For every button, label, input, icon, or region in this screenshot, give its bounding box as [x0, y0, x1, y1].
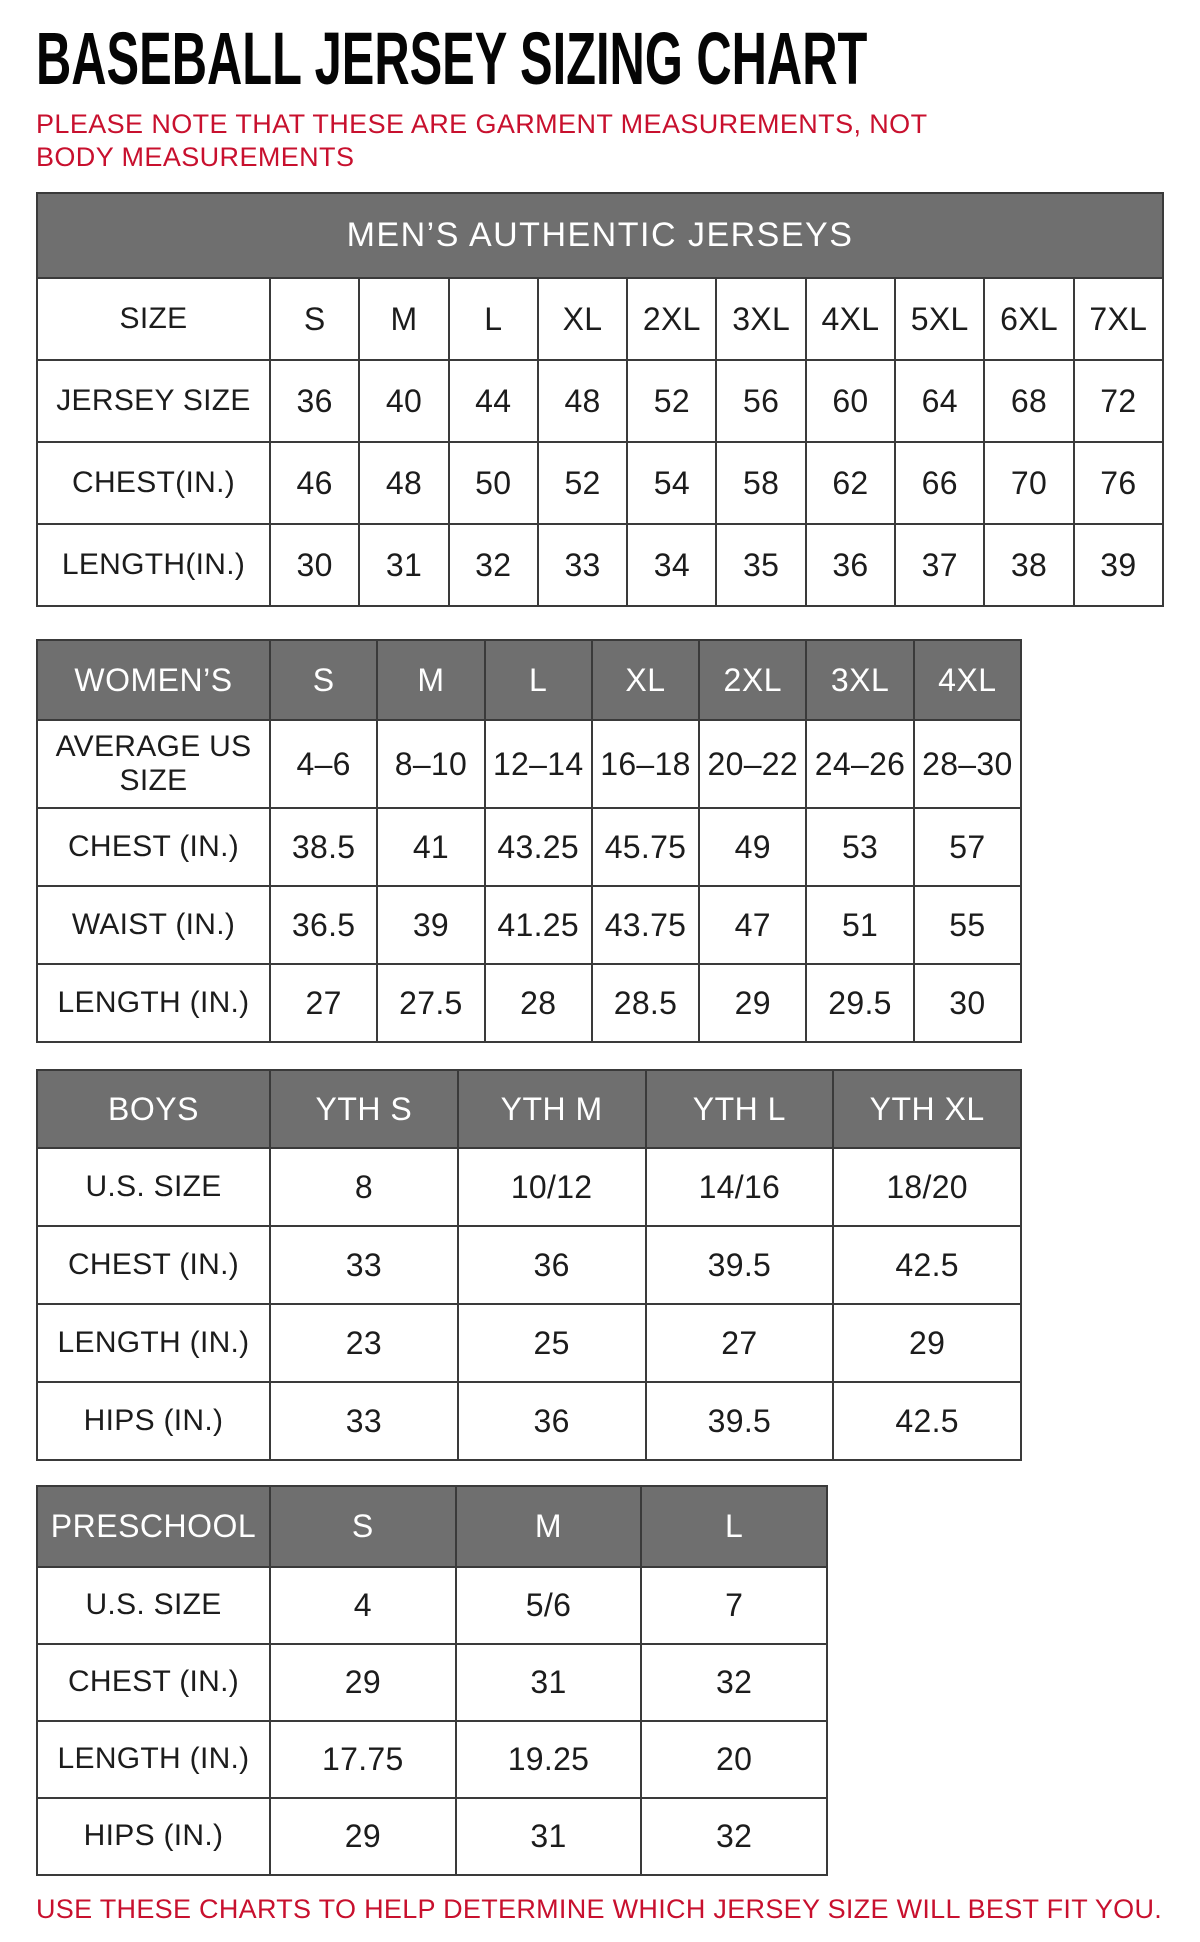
mens-value-cell: 36	[806, 524, 895, 606]
boys-value-cell: 18/20	[833, 1148, 1021, 1226]
mens-value-cell: 72	[1074, 360, 1163, 442]
garment-measurements-note: PLEASE NOTE THAT THESE ARE GARMENT MEASUREMENTS, NOT BODY MEASUREMENTS	[36, 109, 927, 173]
mens-row-label: JERSEY SIZE	[37, 360, 270, 442]
boys-row-label: CHEST (IN.)	[37, 1226, 270, 1304]
boys-header-cell: YTH L	[646, 1070, 834, 1148]
womens-value-cell: 24–26	[806, 720, 913, 808]
womens-value-cell: 51	[806, 886, 913, 964]
mens-value-cell: L	[449, 278, 538, 360]
preschool-table-row	[37, 1644, 827, 1721]
womens-value-cell: 16–18	[592, 720, 699, 808]
boys-value-cell: 14/16	[646, 1148, 834, 1226]
boys-value-cell: 23	[270, 1304, 458, 1382]
womens-value-cell: 38.5	[270, 808, 377, 886]
womens-value-cell: 28.5	[592, 964, 699, 1042]
womens-value-cell: 41	[377, 808, 484, 886]
boys-value-cell: 42.5	[833, 1382, 1021, 1460]
boys-row-label: U.S. SIZE	[37, 1148, 270, 1226]
womens-value-cell: 12–14	[485, 720, 592, 808]
fit-advice-note: USE THESE CHARTS TO HELP DETERMINE WHICH JERSEY SIZE WILL BEST FIT YOU.	[36, 1894, 1163, 1925]
preschool-row-label: CHEST (IN.)	[37, 1644, 270, 1721]
mens-value-cell: 31	[359, 524, 448, 606]
womens-table-row	[37, 808, 1021, 886]
boys-value-cell: 8	[270, 1148, 458, 1226]
mens-value-cell: M	[359, 278, 448, 360]
mens-value-cell: 3XL	[716, 278, 805, 360]
preschool-value-cell: 4	[270, 1567, 456, 1644]
preschool-value-cell: 19.25	[456, 1721, 642, 1798]
boys-value-cell: 29	[833, 1304, 1021, 1382]
mens-value-cell: 44	[449, 360, 538, 442]
preschool-value-cell: 31	[456, 1644, 642, 1721]
mens-value-cell: 54	[627, 442, 716, 524]
mens-value-cell: 2XL	[627, 278, 716, 360]
womens-header-row	[37, 640, 1021, 720]
mens-table-row	[37, 524, 1163, 606]
mens-value-cell: 6XL	[984, 278, 1073, 360]
sizing-tables-host	[36, 192, 1166, 1876]
womens-value-cell: 4–6	[270, 720, 377, 808]
mens-row-label: SIZE	[37, 278, 270, 360]
womens-value-cell: 29	[699, 964, 806, 1042]
womens-header-cell: L	[485, 640, 592, 720]
womens-value-cell: 43.25	[485, 808, 592, 886]
boys-row-label: LENGTH (IN.)	[37, 1304, 270, 1382]
preschool-row-label: U.S. SIZE	[37, 1567, 270, 1644]
mens-value-cell: 60	[806, 360, 895, 442]
preschool-header-label: PRESCHOOL	[37, 1486, 270, 1567]
womens-value-cell: 43.75	[592, 886, 699, 964]
mens-value-cell: XL	[538, 278, 627, 360]
boys-value-cell: 10/12	[458, 1148, 646, 1226]
preschool-value-cell: 32	[641, 1644, 827, 1721]
boys-value-cell: 27	[646, 1304, 834, 1382]
mens-value-cell: 36	[270, 360, 359, 442]
preschool-header-cell: S	[270, 1486, 456, 1567]
boys-value-cell: 33	[270, 1226, 458, 1304]
boys-sizing-table	[36, 1069, 1022, 1461]
preschool-value-cell: 29	[270, 1798, 456, 1875]
womens-table-row	[37, 720, 1021, 808]
womens-header-cell: 2XL	[699, 640, 806, 720]
mens-value-cell: 34	[627, 524, 716, 606]
womens-value-cell: 36.5	[270, 886, 377, 964]
womens-sizing-table	[36, 639, 1022, 1043]
mens-value-cell: 39	[1074, 524, 1163, 606]
mens-value-cell: 5XL	[895, 278, 984, 360]
boys-value-cell: 36	[458, 1226, 646, 1304]
mens-value-cell: 64	[895, 360, 984, 442]
boys-value-cell: 39.5	[646, 1226, 834, 1304]
preschool-value-cell: 29	[270, 1644, 456, 1721]
mens-value-cell: 50	[449, 442, 538, 524]
mens-value-cell: S	[270, 278, 359, 360]
mens-value-cell: 37	[895, 524, 984, 606]
mens-banner-title: MEN’S AUTHENTIC JERSEYS	[37, 193, 1163, 278]
boys-value-cell: 33	[270, 1382, 458, 1460]
womens-value-cell: 49	[699, 808, 806, 886]
boys-header-label: BOYS	[37, 1070, 270, 1148]
womens-row-label: WAIST (IN.)	[37, 886, 270, 964]
mens-row-label: CHEST(IN.)	[37, 442, 270, 524]
womens-row-label: CHEST (IN.)	[37, 808, 270, 886]
preschool-header-row	[37, 1486, 827, 1567]
womens-value-cell: 39	[377, 886, 484, 964]
mens-value-cell: 35	[716, 524, 805, 606]
preschool-value-cell: 20	[641, 1721, 827, 1798]
mens-sizing-table	[36, 192, 1164, 607]
womens-value-cell: 20–22	[699, 720, 806, 808]
womens-value-cell: 28–30	[914, 720, 1021, 808]
womens-value-cell: 8–10	[377, 720, 484, 808]
womens-value-cell: 47	[699, 886, 806, 964]
mens-value-cell: 40	[359, 360, 448, 442]
mens-value-cell: 56	[716, 360, 805, 442]
mens-table-row	[37, 278, 1163, 360]
womens-header-cell: M	[377, 640, 484, 720]
boys-row-label: HIPS (IN.)	[37, 1382, 270, 1460]
preschool-value-cell: 17.75	[270, 1721, 456, 1798]
mens-value-cell: 46	[270, 442, 359, 524]
preschool-table-row	[37, 1798, 827, 1875]
mens-value-cell: 48	[538, 360, 627, 442]
preschool-table-row	[37, 1721, 827, 1798]
preschool-header-cell: M	[456, 1486, 642, 1567]
womens-value-cell: 29.5	[806, 964, 913, 1042]
womens-header-cell: 4XL	[914, 640, 1021, 720]
boys-table-row	[37, 1148, 1021, 1226]
mens-value-cell: 4XL	[806, 278, 895, 360]
boys-table-row	[37, 1304, 1021, 1382]
boys-header-cell: YTH M	[458, 1070, 646, 1148]
mens-banner-row	[37, 193, 1163, 278]
boys-table-row	[37, 1226, 1021, 1304]
mens-value-cell: 48	[359, 442, 448, 524]
womens-row-label: AVERAGE US SIZE	[37, 720, 270, 808]
mens-value-cell: 52	[627, 360, 716, 442]
preschool-value-cell: 7	[641, 1567, 827, 1644]
preschool-row-label: HIPS (IN.)	[37, 1798, 270, 1875]
mens-row-label: LENGTH(IN.)	[37, 524, 270, 606]
preschool-table-row	[37, 1567, 827, 1644]
womens-header-label: WOMEN’S	[37, 640, 270, 720]
boys-value-cell: 42.5	[833, 1226, 1021, 1304]
page-title: BASEBALL JERSEY SIZING CHART	[36, 17, 868, 100]
mens-value-cell: 32	[449, 524, 538, 606]
womens-value-cell: 45.75	[592, 808, 699, 886]
preschool-value-cell: 32	[641, 1798, 827, 1875]
womens-value-cell: 55	[914, 886, 1021, 964]
mens-value-cell: 66	[895, 442, 984, 524]
womens-row-label: LENGTH (IN.)	[37, 964, 270, 1042]
womens-value-cell: 28	[485, 964, 592, 1042]
boys-value-cell: 25	[458, 1304, 646, 1382]
mens-value-cell: 30	[270, 524, 359, 606]
womens-header-cell: XL	[592, 640, 699, 720]
mens-value-cell: 70	[984, 442, 1073, 524]
mens-table-row	[37, 360, 1163, 442]
mens-value-cell: 68	[984, 360, 1073, 442]
mens-value-cell: 58	[716, 442, 805, 524]
womens-value-cell: 27	[270, 964, 377, 1042]
womens-value-cell: 53	[806, 808, 913, 886]
mens-table-row	[37, 442, 1163, 524]
womens-value-cell: 30	[914, 964, 1021, 1042]
boys-header-cell: YTH S	[270, 1070, 458, 1148]
preschool-sizing-table	[36, 1485, 828, 1876]
mens-value-cell: 52	[538, 442, 627, 524]
boys-table-row	[37, 1382, 1021, 1460]
womens-value-cell: 41.25	[485, 886, 592, 964]
womens-value-cell: 57	[914, 808, 1021, 886]
mens-value-cell: 76	[1074, 442, 1163, 524]
womens-header-cell: 3XL	[806, 640, 913, 720]
mens-value-cell: 33	[538, 524, 627, 606]
womens-table-row	[37, 886, 1021, 964]
boys-header-cell: YTH XL	[833, 1070, 1021, 1148]
womens-header-cell: S	[270, 640, 377, 720]
mens-value-cell: 38	[984, 524, 1073, 606]
preschool-row-label: LENGTH (IN.)	[37, 1721, 270, 1798]
boys-header-row	[37, 1070, 1021, 1148]
boys-value-cell: 39.5	[646, 1382, 834, 1460]
womens-table-row	[37, 964, 1021, 1042]
boys-value-cell: 36	[458, 1382, 646, 1460]
preschool-value-cell: 5/6	[456, 1567, 642, 1644]
preschool-header-cell: L	[641, 1486, 827, 1567]
preschool-value-cell: 31	[456, 1798, 642, 1875]
mens-value-cell: 7XL	[1074, 278, 1163, 360]
mens-value-cell: 62	[806, 442, 895, 524]
womens-value-cell: 27.5	[377, 964, 484, 1042]
